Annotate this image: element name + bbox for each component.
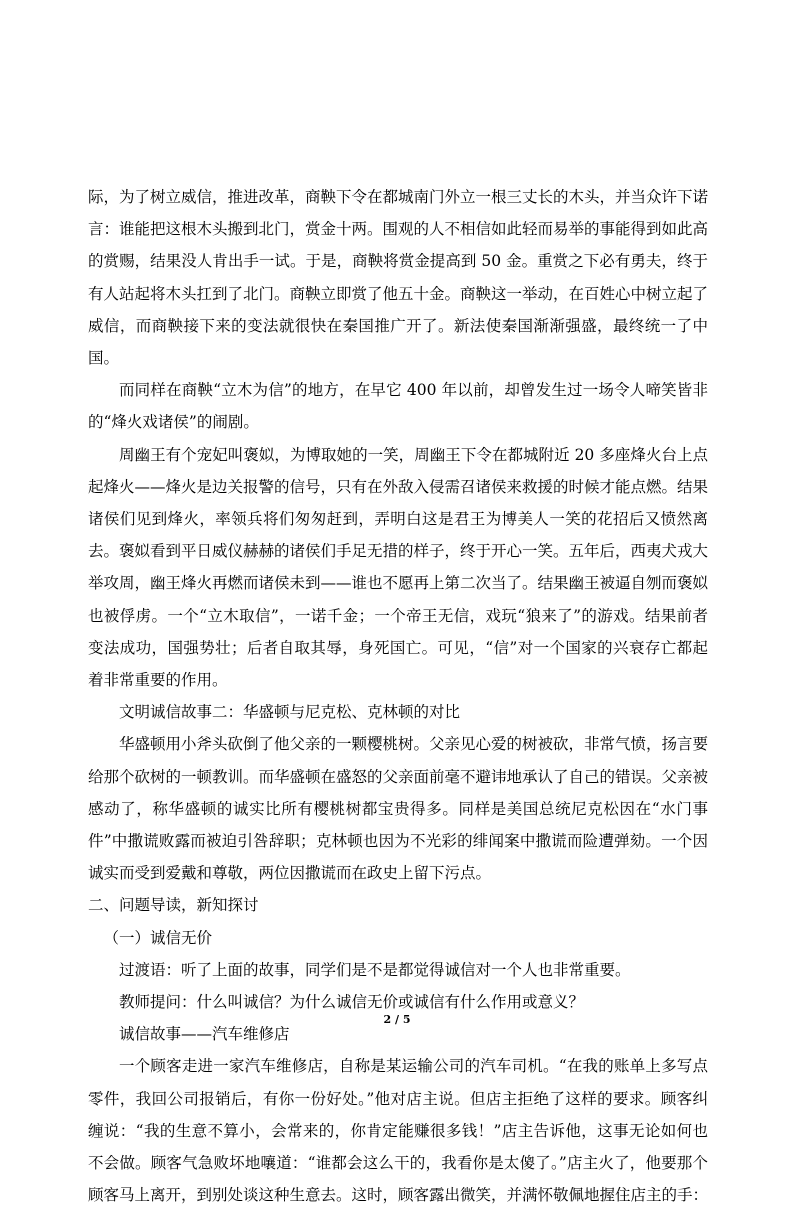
story-two-title: 文明诚信故事二：华盛顿与尼克松、克林顿的对比 xyxy=(119,703,461,722)
paragraph-beacon-story: 周幽王有个宠妃叫褒姒，为博取她的一笑，周幽王下令在都城附近 20 多座烽火台上点起烽火——烽火是边关报警的信号，只有在外敌入侵需召诸侯来救援的时候才能点燃。结果诸侯们见到烽火，率领兵将们匆匆赶到，弄明白这是君王为博美人一笑的花招后又愤然离去。褒姒看到平日威仪赫赫的诸侯们手足无措的样子，终于开心一笑。五年后，西夷犬戎大举攻周，幽王烽火再燃而诸侯未到——谁也不愿再上第二次当了。结果幽王被逼自刎而褒姒也被俘虏。一个“立木取信”，一诺千金；一个帝王无信，戏玩“狼来了”的游戏。结果前者变法成功，国强势壮；后者自取其辱，身死国亡。可见，“信”对一个国家的兴衰存亡都起着非常重要的作用。 xyxy=(88,445,709,690)
subsection-heading-one: （一）诚信无价 xyxy=(103,928,213,947)
paragraph-shangyang-continuation: 际，为了树立威信，推进改革，商鞅下令在都城南门外立一根三丈长的木头，并当众许下诺言：谁能把这根木头搬到北门，赏金十两。围观的人不相信如此轻而易举的事能得到如此高的赏赐，结果没人肯出手一试。于是，商鞅将赏金提高到 50 金。重赏之下必有勇夫，终于有人站起将木头扛到了北门。商鞅立即赏了他五十金。商鞅这一举动，在百姓心中树立起了威信，而商鞅接下来的变法就很快在秦国推广开了。新法使秦国渐渐强盛，最终统一了中国。 xyxy=(88,188,709,368)
document-body xyxy=(88,181,708,1212)
paragraph-beacon-intro: 而同样在商鞅“立木为信”的地方，在早它 400 年以前，却曾发生过一场令人啼笑皆非的“烽火戏诸侯”的闹剧。 xyxy=(88,381,708,432)
paragraph-teacher-question: 教师提问：什么叫诚信？为什么诚信无价或诚信有什么作用或意义？ xyxy=(119,993,585,1012)
paragraph-washington-story: 华盛顿用小斧头砍倒了他父亲的一颗樱桃树。父亲见心爱的树被砍，非常气愤，扬言要给那个砍树的一顿教训。而华盛顿在盛怒的父亲面前毫不避讳地承认了自己的错误。父亲被感动了，称华盛顿的诚实比所有樱桃树都宝贵得多。同样是美国总统尼克松因在“水门事件”中撒谎败露而被迫引咎辞职；克林顿也因为不光彩的绯闻案中撒谎而险遭弹劾。一个因诚实而受到爱戴和尊敬，两位因撒谎而在政史上留下污点。 xyxy=(88,735,709,883)
paragraph-repair-shop-story: 一个顾客走进一家汽车维修店，自称是某运输公司的汽车司机。“在我的账单上多写点零件，我回公司报销后，有你一份好处。”他对店主说。但店主拒绝了这样的要求。顾客纠缠说：“我的生意不算小，会常来的，你肯定能赚很多钱！”店主告诉他，这事无论如何也不会做。顾客气急败坏地嚷道：“谁都会这么干的，我看你是太傻了。”店主火了，他要那个顾客马上离开，到别处谈这种生意去。这时，顾客露出微笑，并满怀敬佩地握住店主的手： xyxy=(88,1057,709,1205)
section-heading-two: 二、问题导读，新知探讨 xyxy=(88,896,259,915)
page-number: 2 / 5 xyxy=(383,1013,411,1026)
document-page xyxy=(88,0,709,1205)
story-repair-shop-title: 诚信故事——汽车维修店 xyxy=(119,1025,290,1044)
paragraph-transition: 过渡语：听了上面的故事，同学们是不是都觉得诚信对一个人也非常重要。 xyxy=(119,960,631,979)
